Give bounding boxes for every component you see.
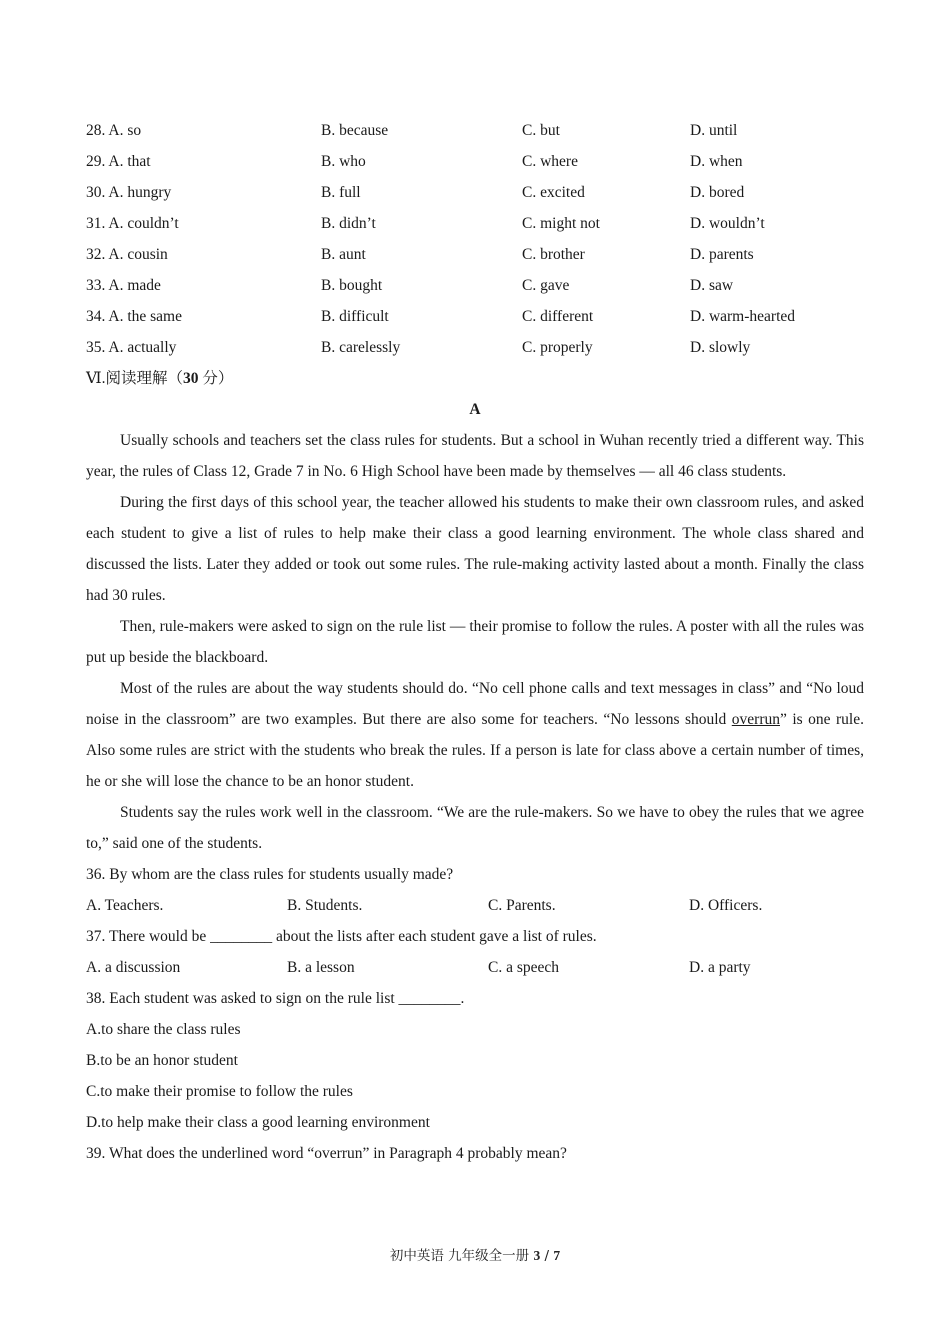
- option-c: C. might not: [522, 215, 600, 232]
- option-c: C. brother: [522, 246, 585, 263]
- page-content: [86, 115, 864, 1169]
- option-row-31: [86, 208, 864, 239]
- option-a: 28. A. so: [86, 122, 142, 139]
- page-number: 3: [533, 1248, 541, 1263]
- option-b: B. a lesson: [287, 959, 355, 976]
- question-36-stem: 36. By whom are the class rules for students usually made?: [86, 866, 454, 883]
- paragraph-1: Usually schools and teachers set the class rules for students. But a school in Wuhan recently tried a different way. This year, the rules of Class 12, Grade 7 in No. 6 High School have been made by themselves — all 46 class students.: [86, 432, 864, 480]
- option-c: C. different: [522, 308, 594, 325]
- question-36-options: [86, 890, 864, 921]
- question-38-option-b: B.to be an honor student: [86, 1052, 238, 1069]
- option-c: C. but: [522, 122, 560, 139]
- option-c: C. where: [522, 153, 578, 170]
- paragraph-2: During the first days of this school year, the teacher allowed his students to make their own classroom rules, and asked each student to give a list of rules to help make their class a good learning environment. The whole class shared and discussed the lists. Later they added or took out some rules. The rule-making activity lasted about a month. Finally the class had 30 rules.: [86, 494, 864, 604]
- question-37-stem: 37. There would be ________ about the lists after each student gave a list of rules.: [86, 928, 597, 945]
- page-separator: /: [540, 1248, 554, 1264]
- option-row-32: [86, 239, 864, 270]
- option-b: B. bought: [321, 277, 383, 294]
- section-suffix: 分）: [198, 370, 234, 387]
- option-c: C. excited: [522, 184, 585, 201]
- option-c: C. properly: [522, 339, 593, 356]
- option-a: 32. A. cousin: [86, 246, 168, 263]
- option-d: D. until: [690, 122, 738, 139]
- question-38-option-d: D.to help make their class a good learning environment: [86, 1114, 430, 1131]
- option-a: 35. A. actually: [86, 339, 177, 356]
- option-row-33: [86, 270, 864, 301]
- option-d: D. bored: [690, 184, 745, 201]
- option-a: A. Teachers.: [86, 897, 164, 914]
- question-38-option-a: A.to share the class rules: [86, 1021, 241, 1038]
- section-prefix: Ⅵ.阅读理解（: [86, 370, 183, 387]
- option-b: B. because: [321, 122, 389, 139]
- page-total: 7: [553, 1248, 561, 1263]
- option-d: D. parents: [690, 246, 754, 263]
- paragraph-4-after: ” is one rule. Also some rules are strict with the students who break the rules. If a person is late for class above a certain number of times, he or she will lose the chance to be an honor student.: [86, 711, 864, 790]
- option-d: D. warm-hearted: [690, 308, 796, 325]
- option-c: C. Parents.: [488, 897, 556, 914]
- option-row-35: [86, 332, 864, 363]
- question-38-stem: 38. Each student was asked to sign on the rule list ________.: [86, 990, 465, 1007]
- option-a: 30. A. hungry: [86, 184, 172, 201]
- paragraph-4: [86, 673, 864, 797]
- paragraph-3: Then, rule-makers were asked to sign on the rule list — their promise to follow the rules. A poster with all the rules was put up beside the blackboard.: [86, 618, 864, 666]
- option-b: B. full: [321, 184, 361, 201]
- option-c: C. a speech: [488, 959, 560, 976]
- option-row-30: [86, 177, 864, 208]
- option-d: D. when: [690, 153, 743, 170]
- option-b: B. Students.: [287, 897, 363, 914]
- option-row-28: [86, 115, 864, 146]
- paragraph-5: Students say the rules work well in the classroom. “We are the rule-makers. So we have to obey the rules that we agree to,” said one of the students.: [86, 804, 864, 852]
- paragraph-4-before: Most of the rules are about the way students should do. “No cell phone calls and text messages in class” and “No loud noise in the classroom” are two examples. But there are also some for teachers. “No lessons should: [86, 680, 864, 728]
- option-a: 33. A. made: [86, 277, 161, 294]
- option-b: B. didn’t: [321, 215, 376, 232]
- option-d: D. Officers.: [689, 897, 763, 914]
- option-d: D. a party: [689, 959, 751, 976]
- section-score: 30: [182, 370, 199, 387]
- passage-title: A: [469, 401, 481, 418]
- option-row-29: [86, 146, 864, 177]
- footer-text: 初中英语 九年级全一册: [389, 1248, 534, 1264]
- page-footer: [0, 1244, 950, 1264]
- option-row-34: [86, 301, 864, 332]
- option-d: D. wouldn’t: [690, 215, 765, 232]
- option-b: B. aunt: [321, 246, 366, 263]
- question-37-options: [86, 952, 864, 983]
- option-d: D. saw: [690, 277, 734, 294]
- option-a: 34. A. the same: [86, 308, 182, 325]
- question-38-option-c: C.to make their promise to follow the rules: [86, 1083, 353, 1100]
- option-b: B. carelessly: [321, 339, 401, 356]
- option-b: B. who: [321, 153, 366, 170]
- option-b: B. difficult: [321, 308, 389, 325]
- option-d: D. slowly: [690, 339, 751, 356]
- question-39-stem: 39. What does the underlined word “overrun” in Paragraph 4 probably mean?: [86, 1145, 567, 1162]
- option-a: A. a discussion: [86, 959, 181, 976]
- section-heading: [86, 363, 864, 394]
- cloze-options: [86, 115, 864, 363]
- option-c: C. gave: [522, 277, 570, 294]
- option-a: 31. A. couldn’t: [86, 215, 179, 232]
- underlined-word: overrun: [731, 711, 780, 728]
- option-a: 29. A. that: [86, 153, 151, 170]
